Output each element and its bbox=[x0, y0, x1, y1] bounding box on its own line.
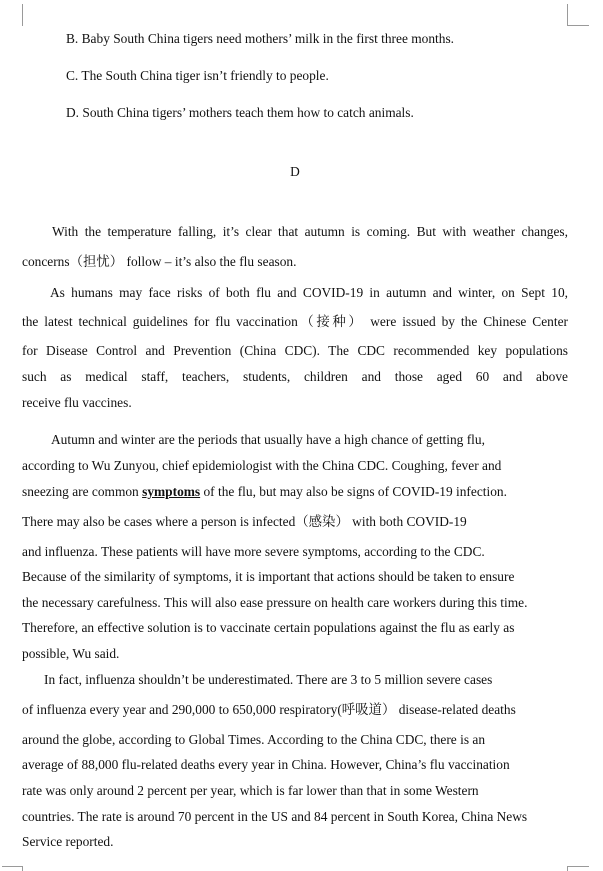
section-title: D bbox=[290, 164, 300, 179]
passage-line: Service reported. bbox=[22, 834, 114, 849]
passage-line: Autumn and winter are the periods that usually have a high chance of getting flu, bbox=[51, 432, 485, 447]
crop-mark-top-right-v bbox=[567, 4, 568, 26]
option-c: C. The South China tiger isn’t friendly to people. bbox=[66, 68, 329, 83]
passage-line: rate was only around 2 percent per year, which is far lower than that in some Western bbox=[22, 783, 479, 798]
passage-line: such as medical staff, teachers, students, children and those aged 60 and above bbox=[22, 369, 568, 384]
crop-mark-bottom-left-h bbox=[2, 866, 22, 867]
passage-line: receive flu vaccines. bbox=[22, 395, 132, 410]
passage-line: the necessary carefulness. This will also ease pressure on health care workers during this time. bbox=[22, 595, 528, 610]
passage-line: around the globe, according to Global Times. According to the China CDC, there is an bbox=[22, 732, 486, 747]
passage-line: There may also be cases where a person is infected（感染） with both COVID-19 bbox=[22, 514, 467, 529]
passage-line: In fact, influenza shouldn’t be underestimated. There are 3 to 5 million severe cases bbox=[44, 672, 493, 687]
passage-line: Because of the similarity of symptoms, it is important that actions should be taken to ensure bbox=[22, 569, 515, 584]
crop-mark-bottom-right-h bbox=[567, 866, 589, 867]
crop-mark-bottom-left-v bbox=[22, 866, 23, 871]
passage-line: the latest technical guidelines for flu vaccination（接种） were issued by the Chinese Center bbox=[22, 314, 568, 329]
passage-line: concerns（担忧） follow – it’s also the flu season. bbox=[22, 254, 297, 269]
passage-text: sneezing are common bbox=[22, 484, 143, 499]
passage-line: according to Wu Zunyou, chief epidemiologist with the China CDC. Coughing, fever and bbox=[22, 458, 502, 473]
passage-line: Therefore, an effective solution is to vaccinate certain populations against the flu as early as bbox=[22, 620, 515, 635]
underlined-keyword: symptoms bbox=[142, 484, 201, 499]
passage-line: and influenza. These patients will have more severe symptoms, according to the CDC. bbox=[22, 544, 485, 559]
passage-line: average of 88,000 flu-related deaths every year in China. However, China’s flu vaccination bbox=[22, 757, 510, 772]
crop-mark-bottom-right-v bbox=[567, 866, 568, 871]
passage-text: of the flu, but may also be signs of COVID-19 infection. bbox=[200, 484, 507, 499]
passage-line: As humans may face risks of both flu and COVID-19 in autumn and winter, on Sept 10, bbox=[50, 285, 568, 300]
passage-line: of influenza every year and 290,000 to 650,000 respiratory(呼吸道） disease-related deaths bbox=[22, 702, 516, 717]
passage-line bbox=[22, 484, 507, 500]
crop-mark-top-right-h bbox=[567, 25, 589, 26]
passage-line: countries. The rate is around 70 percent in the US and 84 percent in South Korea, China News bbox=[22, 809, 528, 824]
passage-line: With the temperature falling, it’s clear that autumn is coming. But with weather changes, bbox=[52, 224, 568, 239]
crop-mark-top-left-v bbox=[22, 4, 23, 26]
option-b: B. Baby South China tigers need mothers’ milk in the first three months. bbox=[66, 31, 455, 46]
passage-line: for Disease Control and Prevention (China CDC). The CDC recommended key populations bbox=[22, 343, 568, 358]
option-d: D. South China tigers’ mothers teach them how to catch animals. bbox=[66, 105, 414, 120]
passage-line: possible, Wu said. bbox=[22, 646, 120, 661]
